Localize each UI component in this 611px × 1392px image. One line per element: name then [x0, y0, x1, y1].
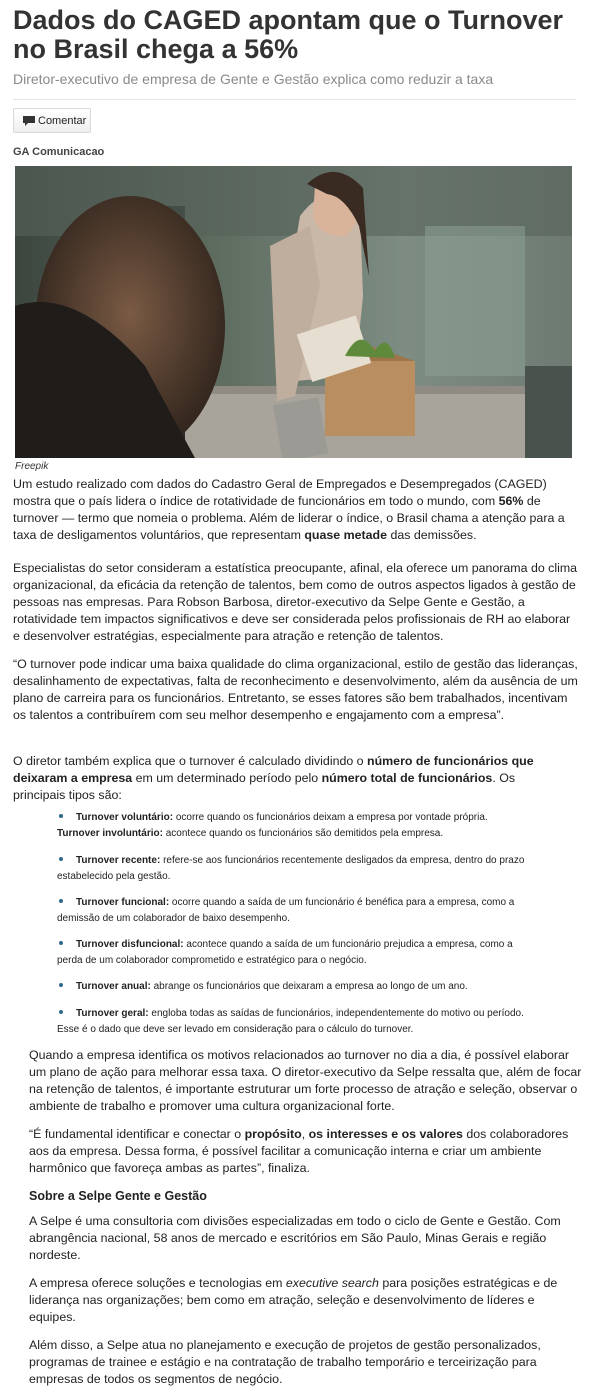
list-desc: abrange os funcionários que deixaram a empresa ao longo de um ano.: [150, 981, 468, 992]
list-desc: ocorre quando a saída de um funcionário é benéfica para a empresa, como a demissão de um colaborador de baixo desempenho.: [57, 897, 515, 924]
bullet-icon: [59, 1010, 63, 1014]
divider: [13, 99, 576, 100]
p6-text-a: “É fundamental identificar e conectar o: [29, 1127, 245, 1141]
paragraph-9: Além disso, a Selpe atua no planejamento e execução de projetos de gestão personalizados, programas de trainee e estágio e na contratação de trabalho temporário e terceirização para empresas de todos os segmentos de negócio.: [29, 1338, 541, 1386]
p6-bold-1: propósito: [244, 1127, 302, 1141]
p8-italic: executive search: [285, 1276, 379, 1290]
p4-text-c: em um determinado período pelo: [132, 771, 322, 785]
bullet-icon: [59, 899, 63, 903]
p8-text-a: A empresa oferece soluções e tecnologias em: [29, 1276, 286, 1290]
list-desc: refere-se aos funcionários recentemente desligados da empresa, dentro do prazo estabelecido pela gestão.: [57, 855, 525, 882]
list-item: [57, 1006, 537, 1037]
image-credit: Freepik: [15, 461, 49, 472]
p1-bold-2: quase metade: [304, 528, 387, 542]
bullet-icon: [59, 983, 63, 987]
p4-bold-2: número total de funcionários: [321, 771, 493, 785]
article-subtitle: Diretor-executivo de empresa de Gente e Gestão explica como reduzir a taxa: [13, 71, 494, 87]
paragraph-1: [13, 476, 573, 544]
paragraph-8: [29, 1275, 579, 1326]
p6-bold-2: os interesses e os valores: [308, 1127, 463, 1141]
list-term: Turnover funcional:: [76, 897, 170, 908]
list-desc: acontece quando os funcionários são demitidos pela empresa.: [162, 828, 444, 839]
p6-text-d: dos colaboradores aos da empresa. Dessa forma, é possível facilitar a comunicação interna e criar um ambiente harmônico que favoreça ambas as partes”, finaliza.: [29, 1127, 569, 1175]
list-term: Turnover disfuncional:: [76, 939, 184, 950]
list-term: Turnover voluntário:: [76, 812, 174, 823]
bullet-icon: [59, 857, 63, 861]
article-title: Dados do CAGED apontam que o Turnover no Brasil chega a 56%: [13, 5, 564, 64]
list-item: [57, 937, 537, 968]
bullet-icon: [59, 941, 63, 945]
p1-text-a: Um estudo realizado com dados do Cadastro Geral de Empregados e Desempregados (CAGED) mostra que o país lidera o índice de rotatividade de funcionários em todo o mundo, com: [13, 477, 547, 508]
paragraph-6: [29, 1126, 579, 1177]
paragraph-2: Especialistas do setor consideram a estatística preocupante, afinal, ela oferece um panorama do clima organizacional, da eficácia da retenção de talentos, bem como de outros aspectos ligados à gestão de pessoas nas empresas. Para Robson Barbosa, diretor-executivo da Selpe Gente e Gestão, a rotatividade tem impactos significativos e deve ser considerada pelos profissionais de RH ao elaborar e desenvolver estratégias, especialmente para atração e retenção de talentos.: [13, 561, 578, 643]
p4-bold-1: número de funcionários que deixaram a empresa: [13, 754, 534, 785]
list-desc: ocorre quando os funcionários deixam a empresa por vontade própria.: [173, 812, 488, 823]
list-term: Turnover involuntário:: [57, 828, 163, 839]
section-heading: Sobre a Selpe Gente e Gestão: [29, 1189, 207, 1203]
list-item: [57, 895, 537, 926]
p1-text-c: de turnover — termo que nomeia o problema. Além de liderar o índice, o Brasil chama a atenção para a taxa de desligamentos voluntários, que representam: [13, 494, 565, 542]
comment-button[interactable]: [13, 108, 91, 133]
paragraph-3: “O turnover pode indicar uma baixa qualidade do clima organizacional, estilo de gestão das lideranças, desalinhamento de expectativas, falta de reconhecimento e desenvolvimento, além da ausência de um plano de carreira para os funcionários. Entretanto, se esses fatores são bem trabalhados, incentivam os talentos a contribuírem com seu melhor desempenho e engajamento com a empresa”.: [13, 657, 578, 722]
list-term: Turnover anual:: [76, 981, 151, 992]
article-author: GA Comunicacao: [13, 146, 105, 158]
list-desc: engloba todas as saídas de funcionários, independentemente do motivo ou período. Esse é o dado que deve ser levado em consideração para o cálculo do turnover.: [57, 1008, 524, 1035]
paragraph-5: Quando a empresa identifica os motivos relacionados ao turnover no dia a dia, é possível elaborar um plano de ação para melhorar essa taxa. O diretor-executivo da Selpe ressalta que, além de focar na retenção de talentos, é importante estruturar um forte processo de atração e seleção, observar o ambiente de trabalho e promover uma cultura organizacional forte.: [29, 1048, 582, 1113]
speech-bubble-icon: [23, 116, 35, 126]
list-term: Turnover geral:: [76, 1008, 149, 1019]
comment-button-label: Comentar: [38, 114, 87, 127]
list-desc: acontece quando a saída de um funcionário prejudica a empresa, como a perda de um colaborador comprometido e estratégico para o negócio.: [57, 939, 513, 966]
list-term: Turnover recente:: [76, 855, 161, 866]
p1-text-d: das demissões.: [387, 528, 477, 542]
paragraph-7: A Selpe é uma consultoria com divisões especializadas em todo o ciclo de Gente e Gestão. Com abrangência nacional, 58 anos de mercado e escritórios em São Paulo, Minas Gerais e região nordeste.: [29, 1214, 561, 1262]
list-item: [57, 826, 537, 842]
article-photo: [15, 166, 572, 458]
paragraph-4: [13, 753, 553, 804]
p6-text-c: ,: [301, 1127, 309, 1141]
bullet-icon: [59, 814, 63, 818]
list-item: [57, 810, 537, 826]
p4-text-a: O diretor também explica que o turnover é calculado dividindo o: [13, 754, 368, 768]
list-item: [57, 979, 537, 995]
list-item: [57, 853, 537, 884]
p4-text-d: . Os principais tipos são:: [13, 771, 516, 802]
p8-text-b: para posições estratégicas e de liderança nas organizações; bem como em atração, seleção e desenvolvimento de líderes e equipes.: [29, 1276, 558, 1324]
p1-bold-1: 56%: [498, 494, 524, 508]
